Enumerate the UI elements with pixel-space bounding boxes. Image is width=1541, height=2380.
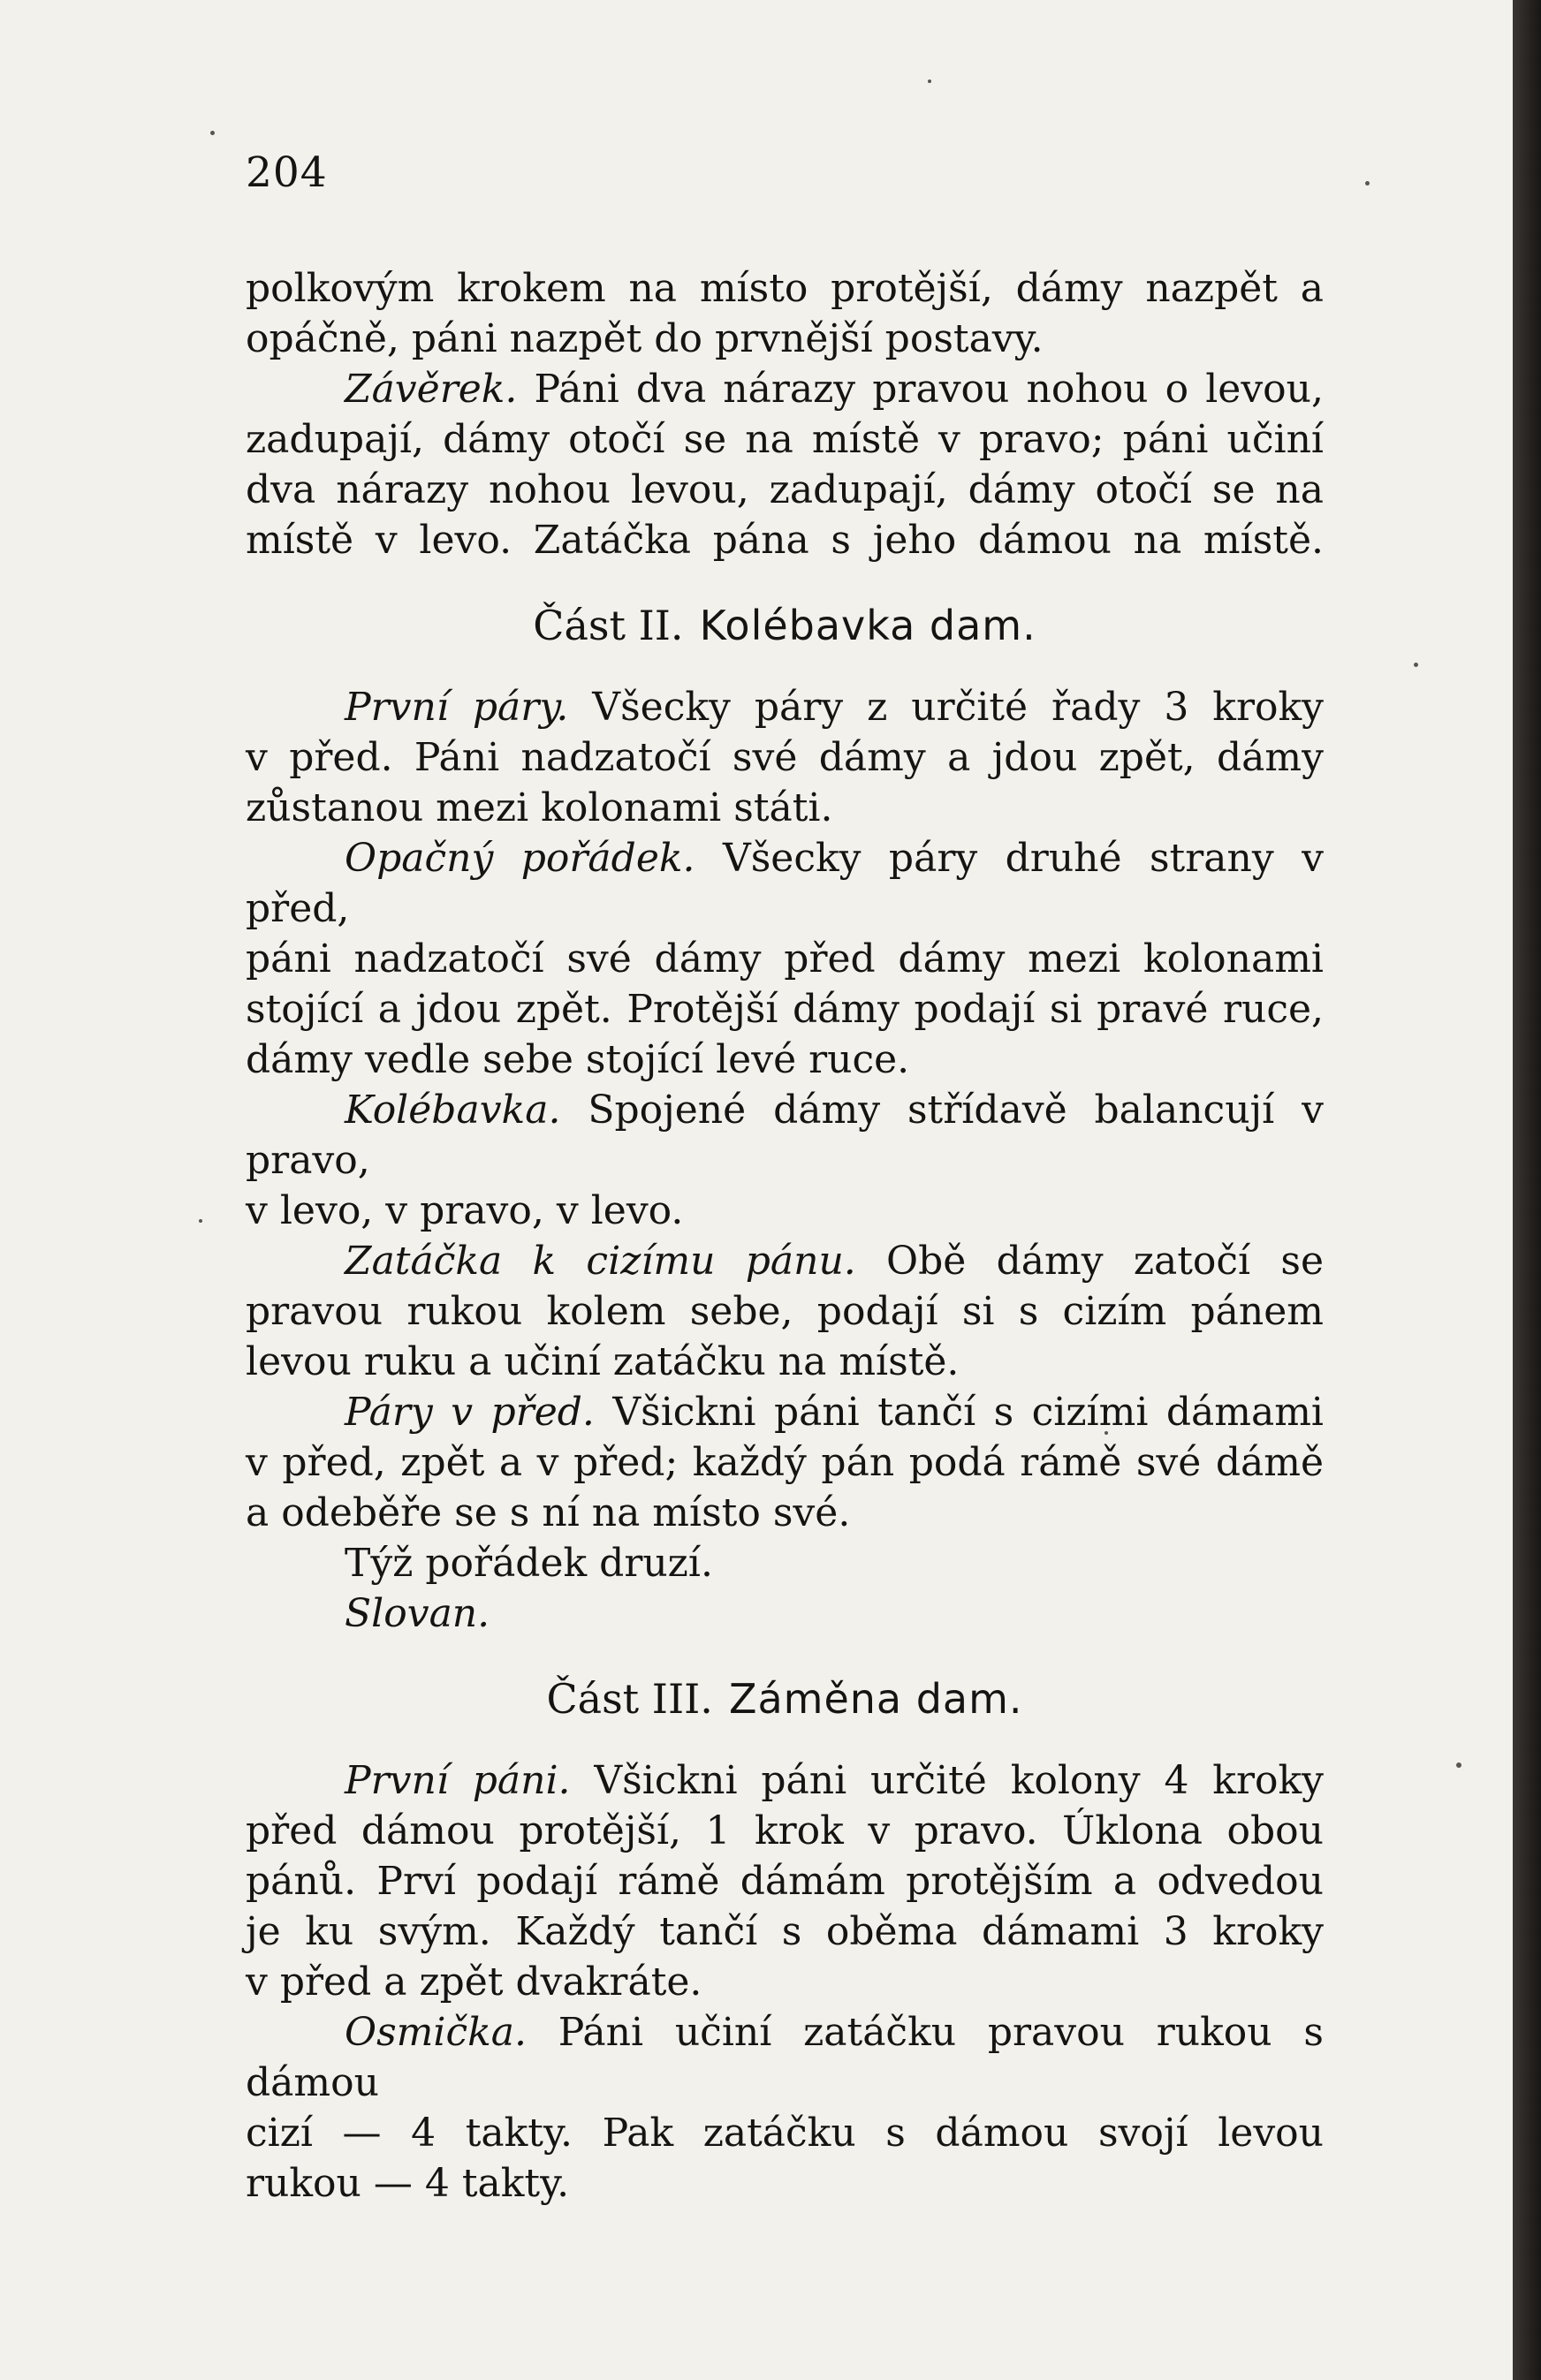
text-line: v levo, v pravo, v levo.	[246, 1188, 684, 1233]
text-line: zadupají, dámy otočí se na místě v pravo; páni učiní	[246, 417, 1324, 462]
paragraph-zatacka: Zatáčka k cizímu pánu. Obě dámy zatočí se	[345, 1239, 1325, 1284]
section-heading-2: Část II. Kolébavka dam.	[533, 602, 1036, 649]
text-line: a odeběře se s ní na místo své.	[246, 1490, 851, 1535]
paragraph-opacny-poradek: Opačný pořádek. Všecky páry druhé strany v před,	[246, 836, 1324, 931]
paragraph-osmicka: Osmička. Páni učiní zatáčku pravou rukou s dámou	[246, 2010, 1324, 2105]
paper-speck	[1365, 181, 1370, 186]
page-text	[246, 263, 1324, 2209]
text-line: v před. Páni nadzatočí své dámy a jdou zpět, dámy	[246, 735, 1324, 780]
signature-slovan: Slovan.	[345, 1591, 490, 1636]
text-line: je ku svým. Každý tančí s oběma dámami 3 kroky	[246, 1909, 1324, 1954]
run-in-heading: Páry v před.	[345, 1390, 595, 1435]
run-in-heading: Závěrek.	[345, 367, 518, 412]
paragraph-prvni-pani: První páni. Všickni páni určité kolony 4 kroky	[345, 1758, 1324, 1803]
paper-speck	[928, 80, 931, 83]
text-line: v před, zpět a v před; každý pán podá rámě své dámě	[246, 1440, 1324, 1485]
text-line: opáčně, páni nazpět do prvnější postavy.	[246, 316, 1044, 361]
run-in-heading: První páni.	[345, 1758, 571, 1803]
text-line: před dámou protější, 1 krok v pravo. Úklona obou	[246, 1808, 1324, 1853]
text-line: levou ruku a učiní zatáčku na místě.	[246, 1339, 960, 1384]
page-edge	[1513, 0, 1541, 2380]
run-in-heading: Osmička.	[345, 2010, 527, 2055]
text-line: páni nadzatočí své dámy před dámy mezi kolonami	[246, 936, 1324, 982]
paper-speck	[1414, 663, 1418, 667]
text-line: pánů. Prví podají rámě dámám protějším a odvedou	[246, 1859, 1324, 1904]
text-line: dva nárazy nohou levou, zadupají, dámy otočí se na	[246, 467, 1324, 512]
paragraph-zaverek: Závěrek. Páni dva nárazy pravou nohou o levou,	[345, 367, 1324, 412]
paper-speck	[210, 131, 215, 135]
run-in-heading: Opačný pořádek.	[345, 836, 695, 881]
run-in-heading: Kolébavka.	[345, 1088, 561, 1133]
text-line: zůstanou mezi kolonami státi.	[246, 785, 833, 830]
paragraph-pary-v-pred: Páry v před. Všickni páni tančí s cizími dámami	[345, 1390, 1324, 1435]
run-in-heading: První páry.	[345, 685, 569, 730]
text-line: cizí — 4 takty. Pak zatáčku s dámou svojí levou	[246, 2111, 1324, 2156]
text-line: v před a zpět dvakráte.	[246, 1959, 702, 2005]
text-line: polkovým krokem na místo protější, dámy nazpět a	[246, 266, 1324, 311]
text-line: místě v levo. Zatáčka pána s jeho dámou na místě.	[246, 518, 1324, 563]
paragraph-prvni-pary: První páry. Všecky páry z určité řady 3 kroky	[345, 685, 1324, 730]
text-line: pravou rukou kolem sebe, podají si s cizím pánem	[246, 1289, 1324, 1334]
text-line: dámy vedle sebe stojící levé ruce.	[246, 1037, 910, 1082]
text-line: stojící a jdou zpět. Protější dámy podají si pravé ruce,	[246, 987, 1324, 1032]
paper-speck	[199, 1219, 202, 1223]
text-line: rukou — 4 takty.	[246, 2161, 570, 2206]
paper-speck	[1456, 1762, 1461, 1768]
page-number: 204	[246, 148, 328, 197]
paragraph-kolebavka: Kolébavka. Spojené dámy střídavě balancují v pravo,	[246, 1088, 1324, 1183]
text-line: Týž pořádek druzí.	[345, 1541, 713, 1586]
run-in-heading: Zatáčka k cizímu pánu.	[345, 1239, 856, 1284]
section-heading-3: Část III. Záměna dam.	[546, 1675, 1023, 1723]
